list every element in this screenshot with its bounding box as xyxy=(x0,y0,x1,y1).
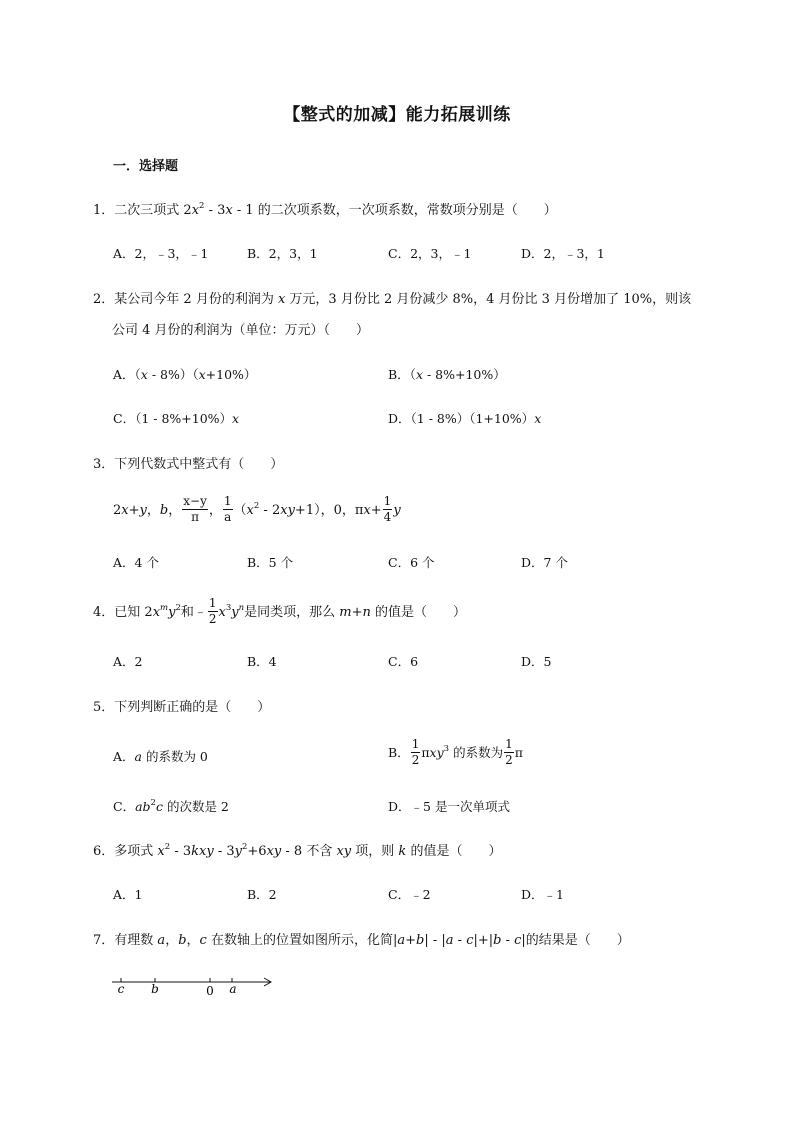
fraction xyxy=(182,495,208,524)
q3-option-c[interactable]: C．6 个 xyxy=(388,555,435,570)
q4-option-c[interactable]: C．6 xyxy=(388,654,419,669)
q2-option-c[interactable] xyxy=(113,413,239,426)
axis-label-c: c xyxy=(117,982,125,996)
q1-text-pre: 二次三项式 2 xyxy=(114,203,192,218)
q3-e3c: +1） xyxy=(294,503,321,518)
q6-s1: 2 xyxy=(164,842,171,852)
q4-two: 2 xyxy=(175,603,181,613)
fraction xyxy=(411,738,421,767)
q5c-c: c xyxy=(155,799,163,814)
q6-t7: 的值是（ ） xyxy=(406,844,502,859)
question-number: 6． xyxy=(93,844,115,859)
q2b-t2: - 8%+10%） xyxy=(423,367,506,382)
q6-xy: xy xyxy=(266,844,282,859)
q7-a: a xyxy=(157,933,166,948)
q2-text-b: 万元，3 月份比 2 月份减少 8%，4 月份比 3 月份增加了 10%，则该 xyxy=(285,292,692,307)
q6-t1: 多项式 xyxy=(114,844,158,859)
question-number: 3． xyxy=(93,457,115,472)
fraction-denominator: 2 xyxy=(411,753,420,767)
fraction-numerator: 1 xyxy=(383,494,392,508)
q4-nn: n xyxy=(362,605,371,620)
q3-e1x: x xyxy=(121,503,129,518)
q3-e4y: y xyxy=(393,503,401,518)
q7-e3: b xyxy=(416,933,425,948)
q3-e3s: 2 xyxy=(253,501,260,511)
q2a-x: x xyxy=(140,367,148,382)
q3-sep3: ， xyxy=(208,503,222,518)
q2a-x2: x xyxy=(198,367,206,382)
q3-e3b: - 2 xyxy=(259,503,281,518)
fraction-numerator: x−y xyxy=(183,494,207,508)
q3-e4x: x xyxy=(363,503,371,518)
q3-e1p: + xyxy=(128,503,140,518)
axis-label-b: b xyxy=(151,982,159,996)
q7-e10: - xyxy=(501,933,515,948)
q2a-t2: - 8%）（ xyxy=(147,367,199,382)
question-6 xyxy=(93,842,502,859)
q4-and: 和﹣ xyxy=(180,605,207,620)
q4-y: y xyxy=(168,605,176,620)
q2b-t1: B．（ xyxy=(388,367,416,382)
q7-e12: |的结果是（ ） xyxy=(521,933,630,948)
q3-e1y: y xyxy=(139,503,147,518)
q4-option-b[interactable]: B．4 xyxy=(247,654,277,669)
q5b-sup: 3 xyxy=(443,744,450,754)
q6-xy2: xy xyxy=(336,844,352,859)
fraction-denominator: 2 xyxy=(505,753,513,767)
question-7 xyxy=(93,934,630,947)
q2d-x: x xyxy=(534,411,542,426)
q3-e3x: x xyxy=(246,503,254,518)
q6-option-a[interactable]: A．1 xyxy=(113,887,143,902)
q1-option-c[interactable]: C．2，3，﹣1 xyxy=(388,246,472,261)
q6-x: x xyxy=(157,844,165,859)
q2d-t1: D．（1 - 8%）（1+10%） xyxy=(388,411,535,426)
q4-t1: 已知 2 xyxy=(114,605,153,620)
q4-m: m xyxy=(160,603,169,613)
q3-e3xy: xy xyxy=(280,503,295,518)
question-1 xyxy=(93,201,557,218)
q6-t5: - 8 不含 xyxy=(281,844,337,859)
q4-y2: y xyxy=(231,605,239,620)
q3-e4p: + xyxy=(370,503,382,518)
q5c-ab: ab xyxy=(135,799,151,814)
fraction-numerator: 1 xyxy=(208,596,217,610)
q5a-t1: A． xyxy=(113,749,135,764)
question-5 xyxy=(93,701,270,714)
question-number: 5． xyxy=(93,700,115,715)
q2-line2: 公司 4 月份的利润为（单位：万元）（ ） xyxy=(112,323,370,338)
fraction-denominator: 2 xyxy=(208,612,217,626)
q6-t6: 项，则 xyxy=(351,844,399,859)
q7-t2: 在数轴上的位置如图所示，化简| xyxy=(206,933,398,948)
q6-t3: - 3 xyxy=(213,844,235,859)
q5-option-c[interactable] xyxy=(113,798,229,814)
q7-e2: + xyxy=(405,933,417,948)
q5b-pi: π xyxy=(421,745,430,760)
q7-e5: a xyxy=(445,933,454,948)
question-number: 4． xyxy=(93,605,115,620)
q3-text: 下列代数式中整式有（ ） xyxy=(114,457,284,472)
q5a-var: a xyxy=(134,749,142,764)
q2-option-b[interactable] xyxy=(388,369,506,382)
q6-y: y xyxy=(234,844,242,859)
q5b-t2: 的系数为 xyxy=(449,745,504,760)
q5-option-a[interactable] xyxy=(113,751,208,764)
q3-expressions xyxy=(113,496,401,526)
question-number: 1． xyxy=(93,203,115,218)
q6-t4: +6 xyxy=(247,844,267,859)
q7-e11: c xyxy=(514,933,522,948)
q2-var-x: x xyxy=(277,292,286,307)
q5-option-b[interactable] xyxy=(388,739,523,768)
q5b-t1: B． xyxy=(388,745,410,760)
q5b-pi2: π xyxy=(514,745,523,760)
fraction-denominator: 4 xyxy=(383,510,392,524)
fraction xyxy=(504,738,514,767)
q7-b: b xyxy=(178,933,187,948)
q2c-t1: C．（1 - 8%+10%） xyxy=(113,411,233,426)
q3-e2: b xyxy=(159,503,169,518)
q5c-t2: 的次数是 2 xyxy=(162,799,229,814)
q3-sep1: ， xyxy=(146,503,160,518)
q5b-xy: xy xyxy=(429,745,444,760)
q6-s2: 2 xyxy=(241,842,248,852)
q1-exponent: 2 xyxy=(199,201,205,211)
page-title: 【整式的加减】能力拓展训练 xyxy=(283,105,511,125)
axis-label-a: a xyxy=(229,982,237,996)
fraction-numerator: 1 xyxy=(411,737,420,751)
q5a-t2: 的系数为 0 xyxy=(141,749,208,764)
q6-option-d[interactable]: D．﹣1 xyxy=(521,887,564,902)
fraction xyxy=(383,495,393,524)
q4-x2: x xyxy=(218,605,226,620)
q1-var-x: x xyxy=(191,203,200,218)
q3-e3a: （ xyxy=(233,503,247,518)
number-line-figure xyxy=(108,968,278,1000)
q7-e7: c xyxy=(466,933,474,948)
q1-text-mid: - 3 xyxy=(204,203,226,218)
fraction-numerator: 1 xyxy=(223,494,232,508)
q4-mn: m xyxy=(339,605,352,620)
q7-e8: |+| xyxy=(473,933,494,948)
q4-option-a[interactable]: A．2 xyxy=(113,654,143,669)
question-4 xyxy=(93,598,466,627)
fraction-denominator: a xyxy=(224,510,232,524)
q4-x: x xyxy=(152,605,161,620)
q4-t3: 的值是（ ） xyxy=(370,605,467,620)
q4-option-d[interactable]: D．5 xyxy=(521,654,552,669)
q4-three: 3 xyxy=(225,603,232,613)
q4-n: n xyxy=(238,603,245,613)
q1-option-b[interactable]: B．2，3，1 xyxy=(247,246,318,261)
q1-var-x2: x xyxy=(225,203,233,218)
q2a-t1: A．（ xyxy=(113,367,141,382)
q2-option-a[interactable] xyxy=(113,369,256,382)
q2b-x: x xyxy=(415,367,423,382)
q3-sep4: ，0，π xyxy=(320,503,364,518)
q3-e1: 2 xyxy=(113,503,122,518)
q2-option-d[interactable] xyxy=(388,413,541,426)
q3-option-d[interactable]: D．7 个 xyxy=(521,555,568,570)
q7-c2: ， xyxy=(186,933,200,948)
fraction-denominator: π xyxy=(191,510,199,524)
q7-e4: | - | xyxy=(424,933,446,948)
q1-option-d[interactable]: D．2，﹣3，1 xyxy=(521,246,605,261)
axis-label-zero: 0 xyxy=(206,984,214,998)
q6-t2: - 3 xyxy=(170,844,192,859)
fraction-numerator: 1 xyxy=(505,737,513,751)
section-heading: 一．选择题 xyxy=(113,159,179,174)
q6-k: k xyxy=(398,844,407,859)
question-2 xyxy=(93,293,691,306)
q3-sep2: ， xyxy=(168,503,182,518)
q2a-t3: +10%） xyxy=(205,367,257,382)
q3-option-a[interactable]: A．4 个 xyxy=(113,555,159,570)
q5c-sup: 2 xyxy=(150,798,156,808)
q7-c1: ， xyxy=(165,933,179,948)
q4-t2: 是同类项，那么 xyxy=(244,605,340,620)
q2-text-a: 某公司今年 2 月份的利润为 xyxy=(114,292,278,307)
question-number: 2． xyxy=(93,292,115,307)
q7-t1: 有理数 xyxy=(114,933,158,948)
q5c-t1: C． xyxy=(113,799,136,814)
question-3 xyxy=(93,458,283,471)
q2c-x: x xyxy=(232,411,240,426)
q7-e1: a xyxy=(397,933,406,948)
q1-option-a[interactable]: A．2，﹣3，﹣1 xyxy=(113,246,209,261)
q7-c: c xyxy=(199,933,207,948)
q7-e9: b xyxy=(493,933,502,948)
question-number: 7． xyxy=(93,933,115,948)
q6-option-c[interactable]: C．﹣2 xyxy=(388,887,431,902)
q6-kxy: kxy xyxy=(191,844,214,859)
fraction xyxy=(208,597,218,626)
q5-option-d[interactable]: D．﹣5 是一次单项式 xyxy=(388,799,510,814)
q5-text: 下列判断正确的是（ ） xyxy=(114,700,271,715)
q4-plus: + xyxy=(351,605,363,620)
q3-option-b[interactable]: B．5 个 xyxy=(247,555,294,570)
q6-option-b[interactable]: B．2 xyxy=(247,887,277,902)
fraction xyxy=(223,495,233,524)
q7-e6: - xyxy=(453,933,467,948)
q1-text-post: - 1 的二次项系数，一次项系数，常数项分别是（ ） xyxy=(232,203,557,218)
